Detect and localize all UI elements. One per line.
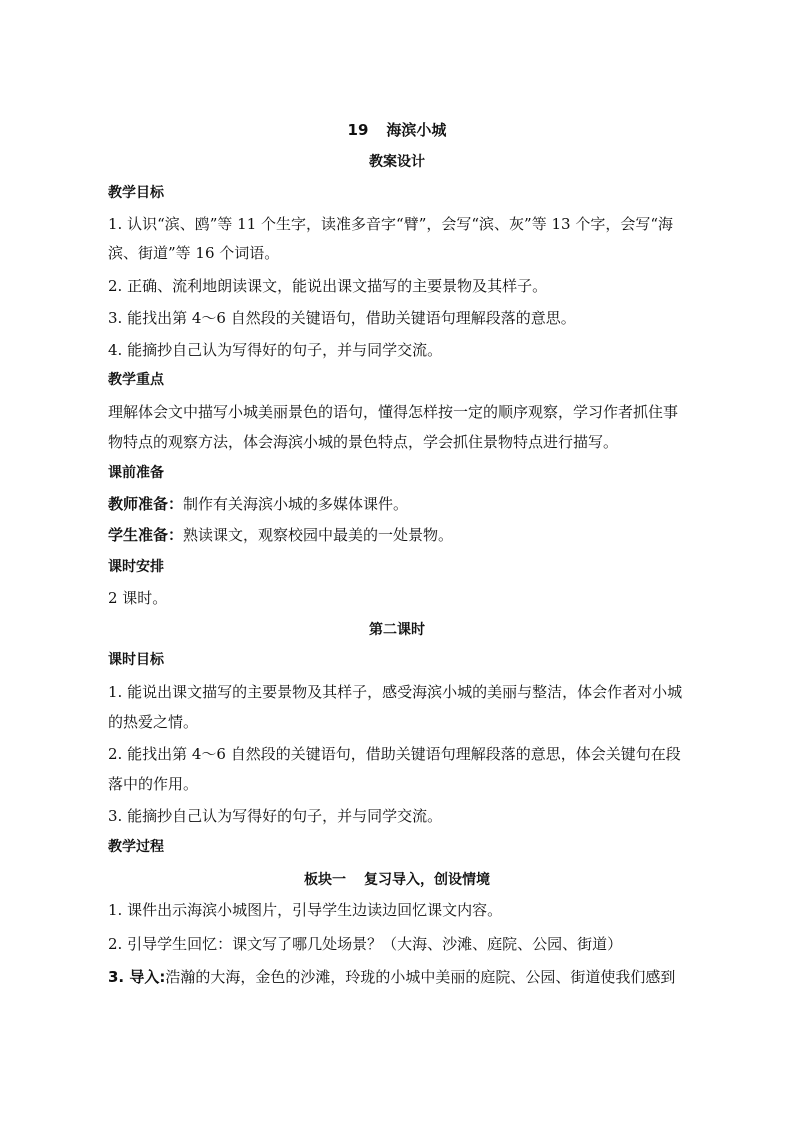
intro-label: 3. 导入: [108,968,166,986]
goal-line: 4. 能摘抄自己认为写得好的句子，并与同学交流。 [108,341,443,359]
focus-line: 理解体会文中描写小城美丽景色的语句，懂得怎样按一定的顺序观察，学习作者抓住事 [108,403,679,421]
goal-line: 滨、街道”等 16 个词语。 [108,244,280,262]
lesson-title [0,120,794,140]
goal-line: 2. 正确、流利地朗读课文，能说出课文描写的主要景物及其样子。 [108,277,548,295]
process-line: 2. 引导学生回忆：课文写了哪几处场景？（大海、沙滩、庭院、公园、街道） [108,935,623,953]
process-line: 1. 课件出示海滨小城图片，引导学生边读边回忆课文内容。 [108,901,503,919]
teacher-prep [108,494,718,514]
goal-line: 3. 能找出第 4～6 自然段的关键语句，借助关键语句理解段落的意思。 [108,309,576,327]
teacher-prep-text: 制作有关海滨小城的多媒体课件。 [183,495,409,513]
block-label: 板块一 [304,872,346,888]
lesson-number: 19 [347,121,369,139]
student-prep-label: 学生准备： [108,526,184,544]
block-title [0,870,794,890]
teacher-prep-label: 教师准备： [108,495,184,513]
goal-line: 1. 认识“滨、鸥”等 11 个生字，读准多音字“臂”，会写“滨、灰”等 13 个字，会写“海 [108,215,674,233]
intro-text: 浩瀚的大海，金色的沙滩，玲珑的小城中美丽的庭院、公园、街道使我们感到 [165,968,676,986]
goals-heading: 教学目标 [108,185,164,201]
lesson-goal-line: 落中的作用。 [108,775,199,793]
block-name: 复习导入，创设情境 [364,872,490,888]
lesson-goal-line: 的热爱之情。 [108,713,199,731]
lesson-goals-heading: 课时目标 [108,652,164,668]
lesson-goal-line: 3. 能摘抄自己认为写得好的句子，并与同学交流。 [108,807,443,825]
schedule-heading: 课时安排 [108,559,164,575]
document-subtitle: 教案设计 [369,154,425,170]
focus-heading: 教学重点 [108,372,164,388]
student-prep-text: 熟读课文，观察校园中最美的一处景物。 [183,526,454,544]
prep-heading: 课前准备 [108,465,164,481]
lesson-subtitle: 第二课时 [369,622,425,638]
schedule-text: 2 课时。 [108,589,168,607]
lesson-goal-line: 2. 能找出第 4～6 自然段的关键语句，借助关键语句理解段落的意思，体会关键句在段 [108,745,681,763]
lesson-goal-line: 1. 能说出课文描写的主要景物及其样子，感受海滨小城的美丽与整洁，体会作者对小城 [108,683,683,701]
lesson-name: 海滨小城 [386,121,447,139]
intro-line [108,967,718,987]
student-prep [108,525,718,545]
focus-line: 物特点的观察方法，体会海滨小城的景色特点，学会抓住景物特点进行描写。 [108,433,619,451]
process-heading: 教学过程 [108,839,164,855]
